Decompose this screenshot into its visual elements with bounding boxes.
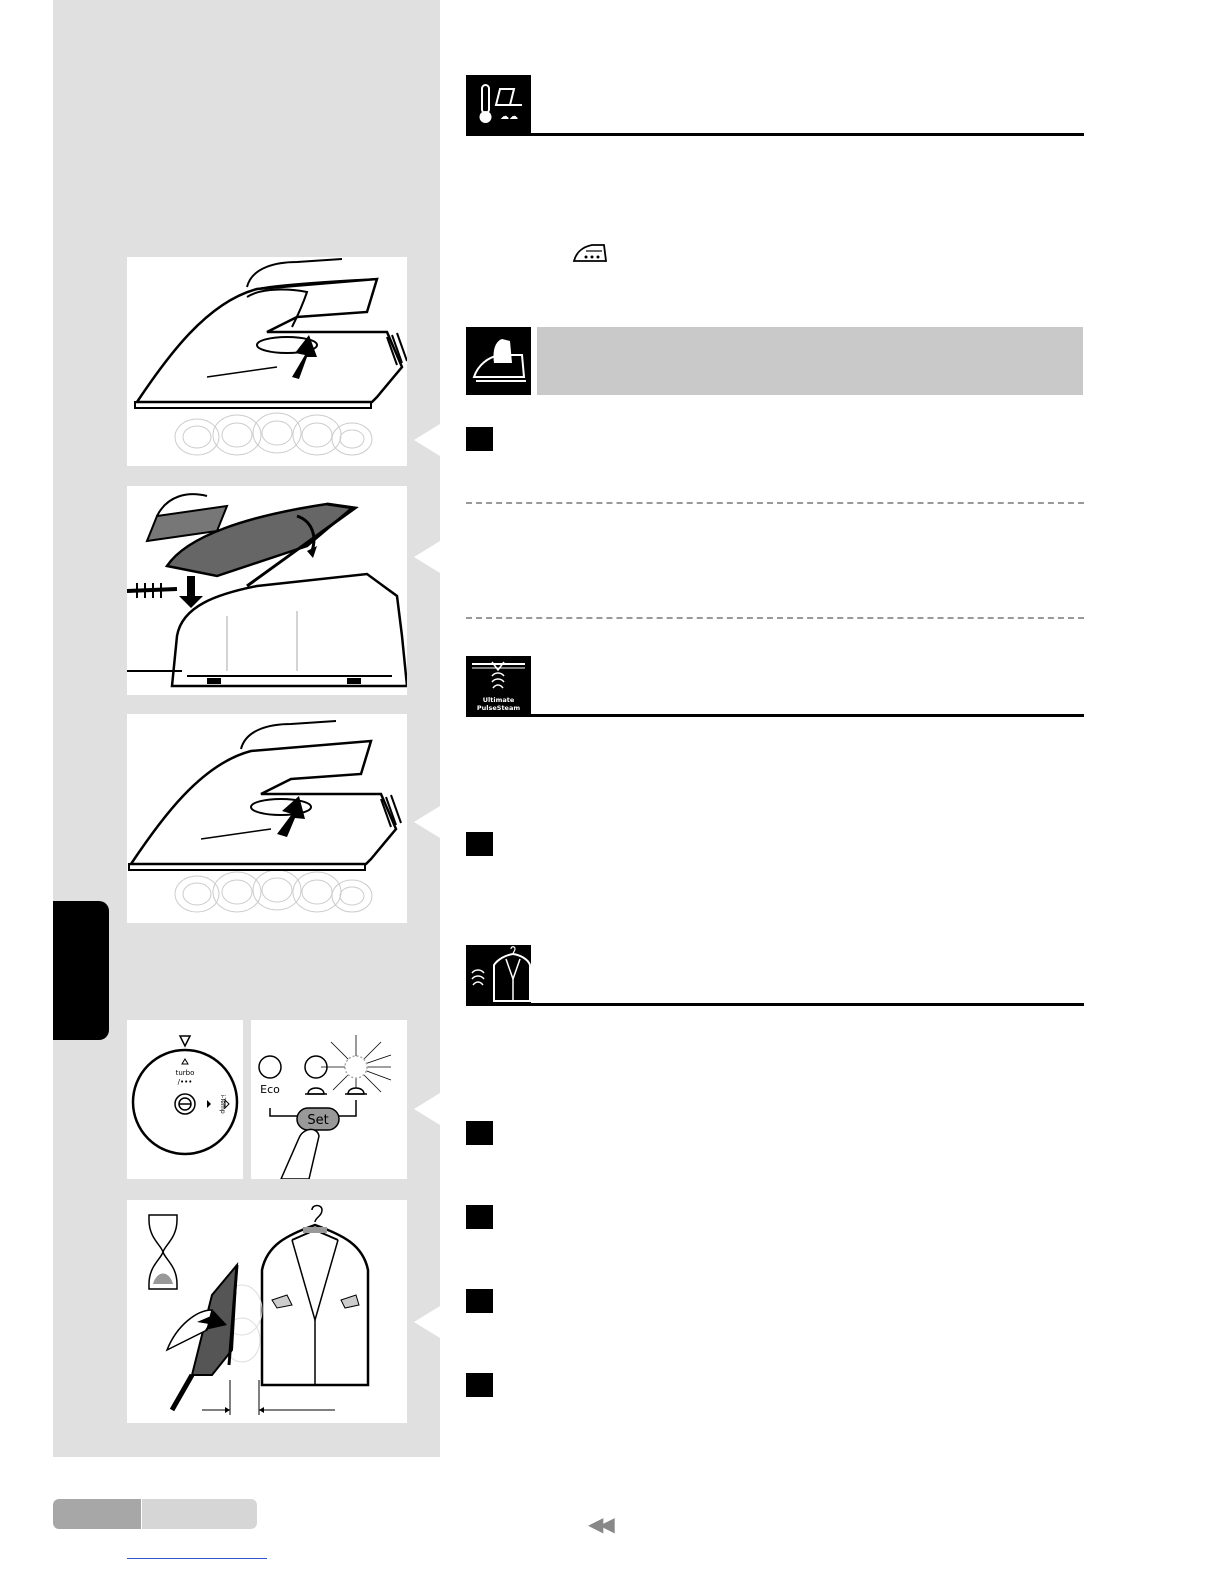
step-marker (466, 1289, 493, 1313)
eco-label: Eco (260, 1083, 280, 1096)
ultimate-pulsesteam-icon (466, 656, 531, 716)
illustration-control-panel (251, 1020, 407, 1179)
set-label: Set (307, 1113, 329, 1128)
back-arrows-icon[interactable]: ◀◀ (588, 1512, 611, 1536)
language-pill (142, 1499, 257, 1529)
svg-text:Ultimate: Ultimate (482, 696, 515, 704)
dial-dots-label: /••• (177, 1078, 193, 1086)
panel-pointer (414, 1093, 440, 1125)
language-side-tab[interactable] (53, 901, 109, 1040)
step-marker (466, 832, 493, 856)
step-marker (466, 1373, 493, 1397)
footer-link-underline[interactable] (127, 1558, 267, 1559)
illustration-vertical-steam (127, 1200, 407, 1423)
panel-pointer (414, 541, 440, 573)
section-rule (466, 714, 1084, 717)
illustration-steam-shot (127, 257, 407, 466)
dial-turbo-label: turbo (175, 1069, 195, 1077)
illustration-iron-on-base (127, 486, 407, 695)
thermometer-iron-icon (466, 75, 531, 135)
dashed-divider (466, 617, 1084, 619)
svg-text:☁☁: ☁☁ (500, 112, 518, 122)
dial-itemp-label: i-Temp (219, 1094, 226, 1114)
hand-on-iron-icon (466, 327, 531, 395)
dashed-divider (466, 502, 1084, 504)
step-marker (466, 1205, 493, 1229)
section-header-band (537, 327, 1083, 395)
panel-pointer (414, 806, 440, 838)
iron-three-dots-icon (572, 241, 608, 265)
panel-pointer (414, 1306, 440, 1338)
vertical-steam-jacket-icon (466, 945, 531, 1005)
svg-text:PulseSteam: PulseSteam (476, 704, 521, 712)
step-marker (466, 1121, 493, 1145)
section-rule (466, 1003, 1084, 1006)
step-marker (466, 427, 493, 451)
illustration-pulse-steam (127, 714, 407, 923)
illustration-temperature-dial (127, 1020, 243, 1179)
section-rule (466, 133, 1084, 136)
page-number-pill (53, 1499, 141, 1529)
panel-pointer (414, 424, 440, 456)
